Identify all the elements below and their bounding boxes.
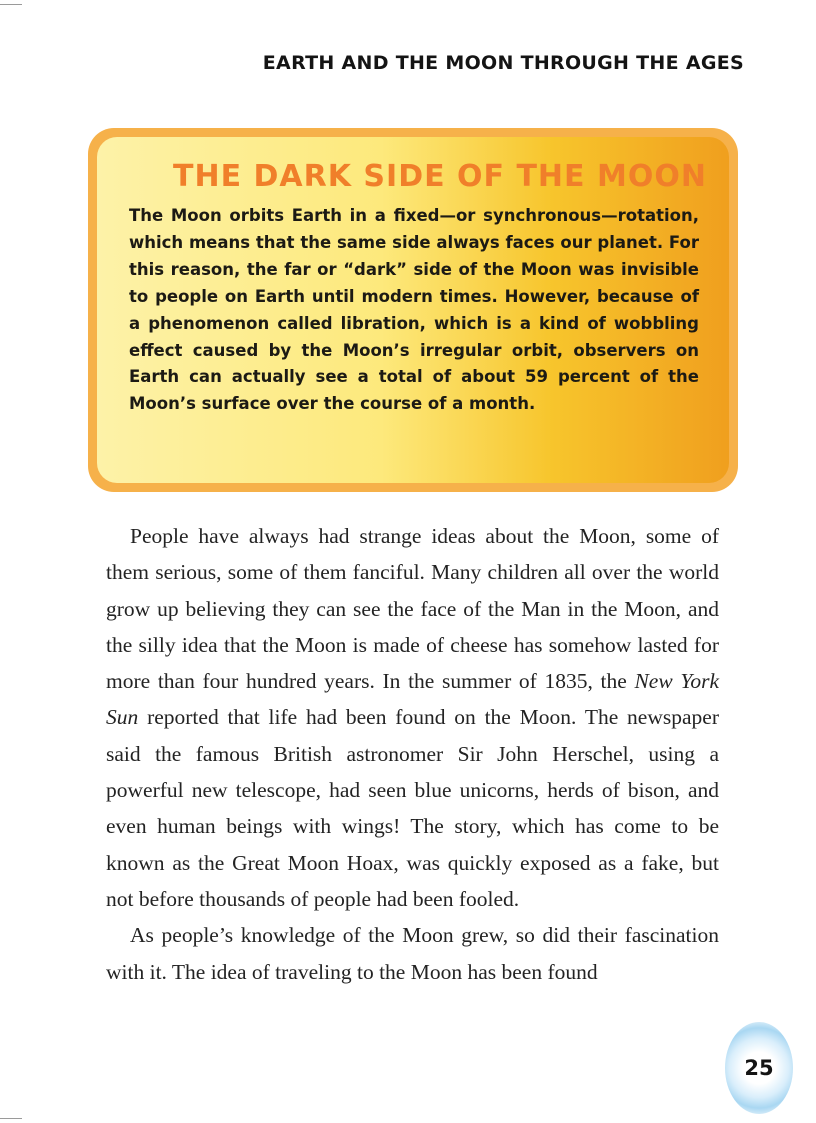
body-paragraph [106,518,719,917]
crop-mark-bottom [0,1118,22,1119]
body-paragraph: As people’s knowledge of the Moon grew, so did their fascination with it. The idea of traveling to the Moon has been found [106,923,719,984]
sidebar-box [88,128,738,492]
sidebar-text: The Moon orbits Earth in a fixed—or synchronous—rotation, which means that the same side always faces our planet. For this reason, the far or “dark” side of the Moon was invisible to people on Earth until modern times. However, because of a phenomenon called libration, which is a kind of wobbling effect caused by the Moon’s irregular orbit, observers on Earth can actually see a total of about 59 percent of the Moon’s surface over the course of a month. [129,206,699,414]
crop-mark-top [0,4,22,5]
sidebar-panel [97,137,729,483]
paragraph-text: People have always had strange ideas about the Moon, some of them serious, some of them fanciful. Many children all over the world grow up believing they can see the face of the Man in the Moon, and the silly idea that the Moon is made of cheese has somehow lasted for more than four hundred years. In the summer of 1835, the [106,524,719,694]
sidebar-title: THE DARK SIDE OF THE MOON [173,159,707,194]
body-text [106,518,719,990]
running-head: EARTH AND THE MOON THROUGH THE AGES [262,52,744,74]
newspaper-title: New York Sun [106,669,719,730]
paragraph-text: reported that life had been found on the Moon. The newspaper said the famous British astronomer Sir John Herschel, using a powerful new telescope, had seen blue unicorns, herds of bison, and even human beings with wings! The story, which has come to be known as the Great Moon Hoax, was quickly exposed as a fake, but not before thousands of people had been fooled. [106,705,719,911]
page-number: 25 [725,1022,793,1114]
